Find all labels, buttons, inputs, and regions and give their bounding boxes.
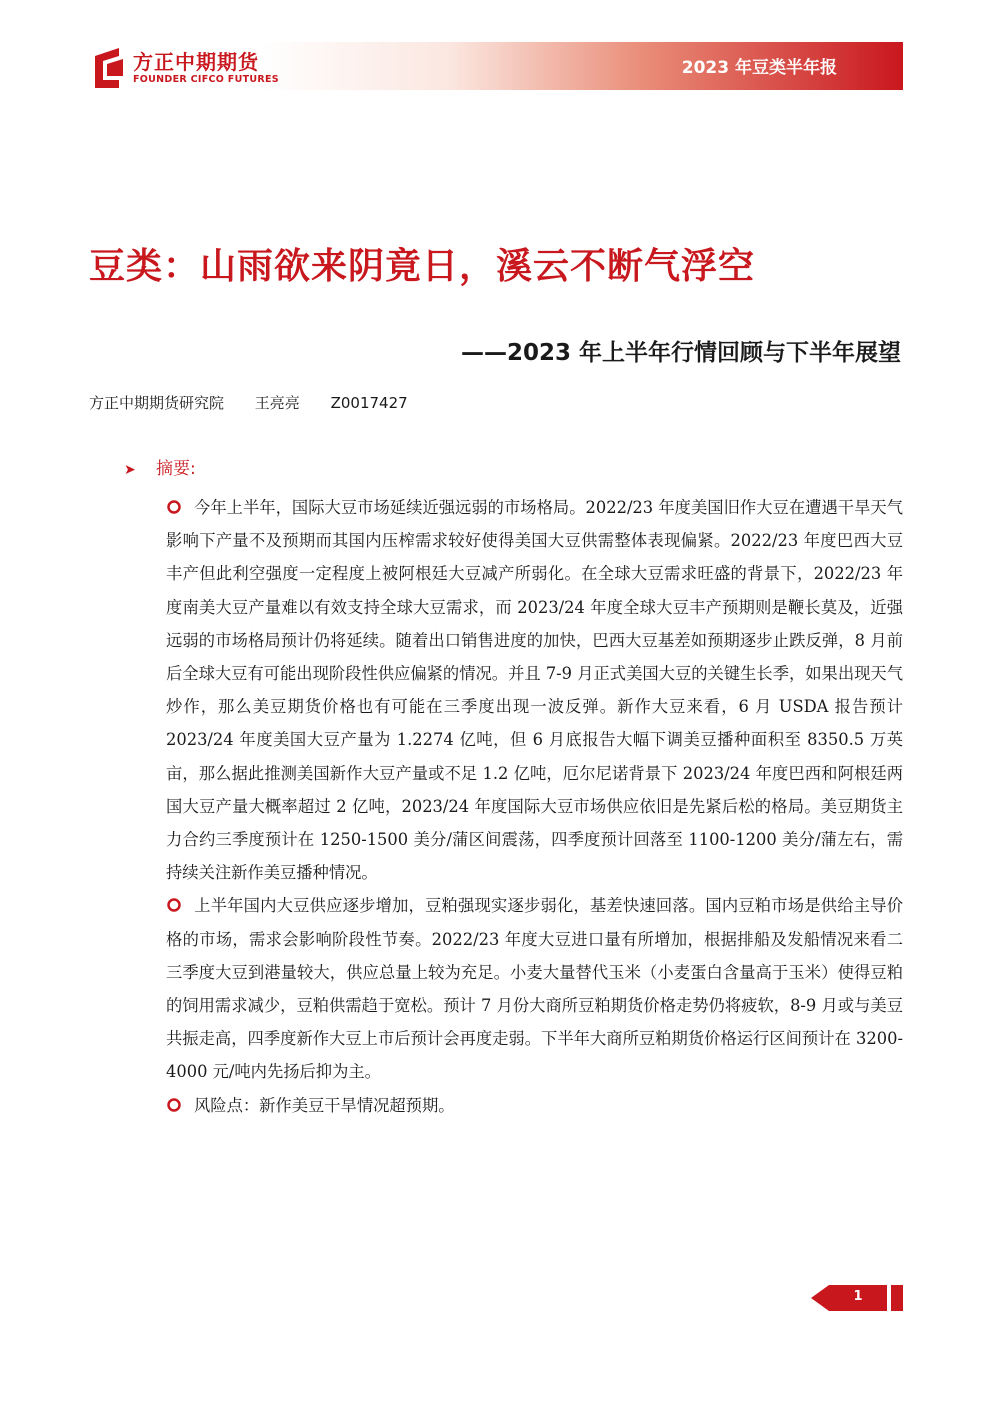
author-institute: 方正中期期货研究院 xyxy=(89,394,225,412)
report-label: 2023 年豆类半年报 xyxy=(681,58,837,78)
page-number: 1 xyxy=(853,1289,863,1304)
page-number-badge xyxy=(811,1285,903,1311)
summary-heading xyxy=(124,454,196,479)
summary-paragraph xyxy=(166,491,903,889)
page-subtitle: ——2023 年上半年行情回顾与下半年展望 xyxy=(460,340,901,366)
logo-mark-icon xyxy=(89,46,129,88)
summary-paragraph-text: 风险点：新作美豆干旱情况超预期。 xyxy=(194,1095,455,1115)
circle-bullet-icon xyxy=(166,1097,182,1113)
summary-paragraph-text: 上半年国内大豆供应逐步增加，豆粕强现实逐步弱化，基差快速回落。国内豆粕市场是供给主导价格的市场，需求会影响阶段性节奏。2022/23 年度大豆进口量有所增加，根据排船及发船情况来看二三季度大豆到港量较大，供应总量上较为充足。小麦大量替代玉米（小麦蛋白含量高于玉米）使得豆粕的饲用需求减少，豆粕供需趋于宽松。预计 7 月份大商所豆粕期货价格走势仍将疲软，8-9 月或与美豆共振走高，四季度新作大豆上市后预计会再度走弱。下半年大商所豆粕期货价格运行区间预计在 3200-4000 元/吨内先扬后抑为主。 xyxy=(166,896,903,1082)
circle-bullet-icon xyxy=(166,897,182,913)
summary-paragraph-text: 今年上半年，国际大豆市场延续近强远弱的市场格局。2022/23 年度美国旧作大豆在遭遇干旱天气影响下产量不及预期而其国内压榨需求较好使得美国大豆供需整体表现偏紧。2022/23 年度巴西大豆丰产但此利空强度一定程度上被阿根廷大豆减产所弱化。在全球大豆需求旺盛的背景下，2022/23 年度南美大豆产量难以有效支持全球大豆需求，而 2023/24 年度全球大豆丰产预期则是鞭长莫及，近强远弱的市场格局预计仍将延续。随着出口销售进度的加快，巴西大豆基差如预期逐步止跌反弹，8 月前后全球大豆有可能出现阶段性供应偏紧的情况。并且 7-9 月正式美国大豆的关键生长季，如果出现天气炒作，那么美豆期货价格也有可能在三季度出现一波反弹。新作大豆来看，6 月 USDA 报告预计 2023/24 年度美国大豆产量为 1.2274 亿吨，但 6 月底报告大幅下调美豆播种面积至 8350.5 万英亩，那么据此推测美国新作大豆产量或不足 1.2 亿吨，厄尔尼诺背景下 2023/24 年度巴西和阿根廷两国大豆产量大概率超过 2 亿吨，2023/24 年度国际大豆市场供应依旧是先紧后松的格局。美豆期货主力合约三季度预计在 1250-1500 美分/蒲区间震荡，四季度预计回落至 1100-1200 美分/蒲左右，需持续关注新作美豆播种情况。 xyxy=(166,498,903,883)
logo-chinese-name: 方正中期期货 xyxy=(133,50,259,74)
circle-bullet-icon xyxy=(166,499,182,515)
author-line xyxy=(89,392,434,413)
page-title: 豆类：山雨欲来阴竟日，溪云不断气浮空 xyxy=(89,246,756,287)
author-name: 王亮亮 xyxy=(254,394,300,412)
arrow-right-icon: ➤ xyxy=(124,462,136,478)
summary-paragraph xyxy=(166,889,903,1088)
summary-paragraph xyxy=(166,1089,903,1122)
page-number-bar xyxy=(891,1285,903,1311)
logo-english-name: FOUNDER CIFCO FUTURES xyxy=(133,74,279,85)
page-header xyxy=(89,40,903,92)
author-license: Z0017427 xyxy=(330,394,408,412)
summary-heading-label: 摘要: xyxy=(156,459,196,479)
company-logo xyxy=(89,44,289,90)
summary-body xyxy=(166,491,903,1122)
